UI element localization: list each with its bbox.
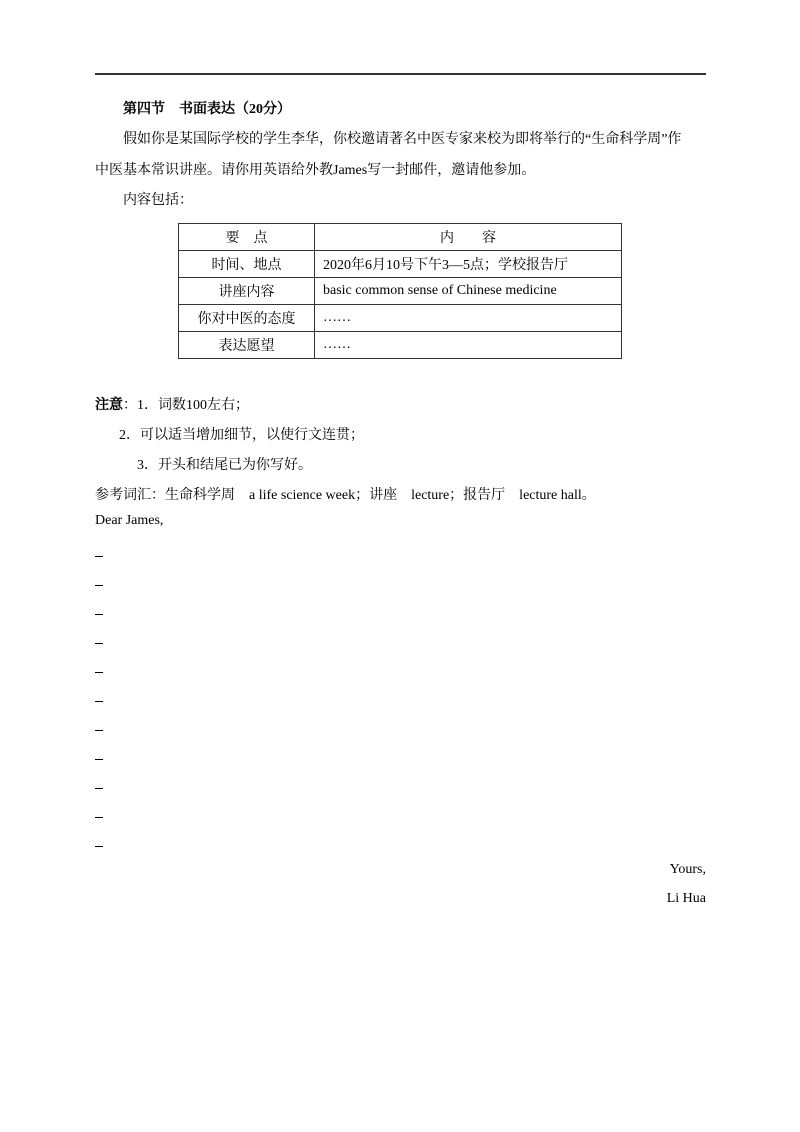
section-number: 第四节 — [123, 102, 165, 117]
content-label: 内容包括： — [123, 193, 193, 208]
letter-signature: Li Hua — [666, 891, 706, 906]
table-header-row — [179, 224, 622, 251]
table-row — [179, 332, 622, 359]
writing-line[interactable] — [95, 585, 103, 586]
prompt-line-2: 中医基本常识讲座。请你用英语给外教James写一封邮件，邀请他参加。 — [95, 163, 536, 178]
table-row — [179, 305, 622, 332]
note-item-1-text: ：1．词数100左右； — [123, 398, 249, 413]
note-item-1 — [95, 394, 249, 414]
writing-line[interactable] — [95, 730, 103, 731]
table-cell-key: 表达愿望 — [179, 332, 315, 359]
writing-line[interactable] — [95, 643, 103, 644]
note-item-2: 2．可以适当增加细节，以使行文连贯； — [119, 428, 364, 443]
writing-line[interactable] — [95, 556, 103, 557]
table-header-points: 要 点 — [179, 224, 315, 251]
top-rule — [95, 73, 706, 75]
section-title: 书面表达（20分） — [179, 102, 291, 117]
note-label: 注意 — [95, 398, 123, 413]
writing-line[interactable] — [95, 817, 103, 818]
table-row — [179, 251, 622, 278]
prompt-line-1: 假如你是某国际学校的学生李华，你校邀请著名中医专家来校为即将举行的“生命科学周”作 — [123, 132, 682, 147]
table-row — [179, 278, 622, 305]
writing-line[interactable] — [95, 672, 103, 673]
writing-line[interactable] — [95, 701, 103, 702]
table-header-content: 内 容 — [315, 224, 622, 251]
writing-line[interactable] — [95, 614, 103, 615]
table-cell-value: basic common sense of Chinese medicine — [315, 278, 622, 305]
writing-line[interactable] — [95, 846, 103, 847]
letter-closing: Yours, — [669, 862, 706, 877]
section-heading — [123, 98, 291, 118]
table-cell-key: 时间、地点 — [179, 251, 315, 278]
table-cell-key: 讲座内容 — [179, 278, 315, 305]
note-item-3: 3．开头和结尾已为你写好。 — [137, 458, 312, 473]
reference-vocabulary: 参考词汇：生命科学周 a life science week；讲座 lecture；报告厅 lecture hall。 — [95, 488, 596, 503]
table-cell-value: …… — [315, 332, 622, 359]
letter-greeting: Dear James, — [95, 513, 164, 528]
writing-line[interactable] — [95, 788, 103, 789]
writing-line[interactable] — [95, 759, 103, 760]
table-cell-key: 你对中医的态度 — [179, 305, 315, 332]
key-points-table — [178, 223, 622, 359]
table-cell-value: 2020年6月10号下午3—5点；学校报告厅 — [315, 251, 622, 278]
table-cell-value: …… — [315, 305, 622, 332]
